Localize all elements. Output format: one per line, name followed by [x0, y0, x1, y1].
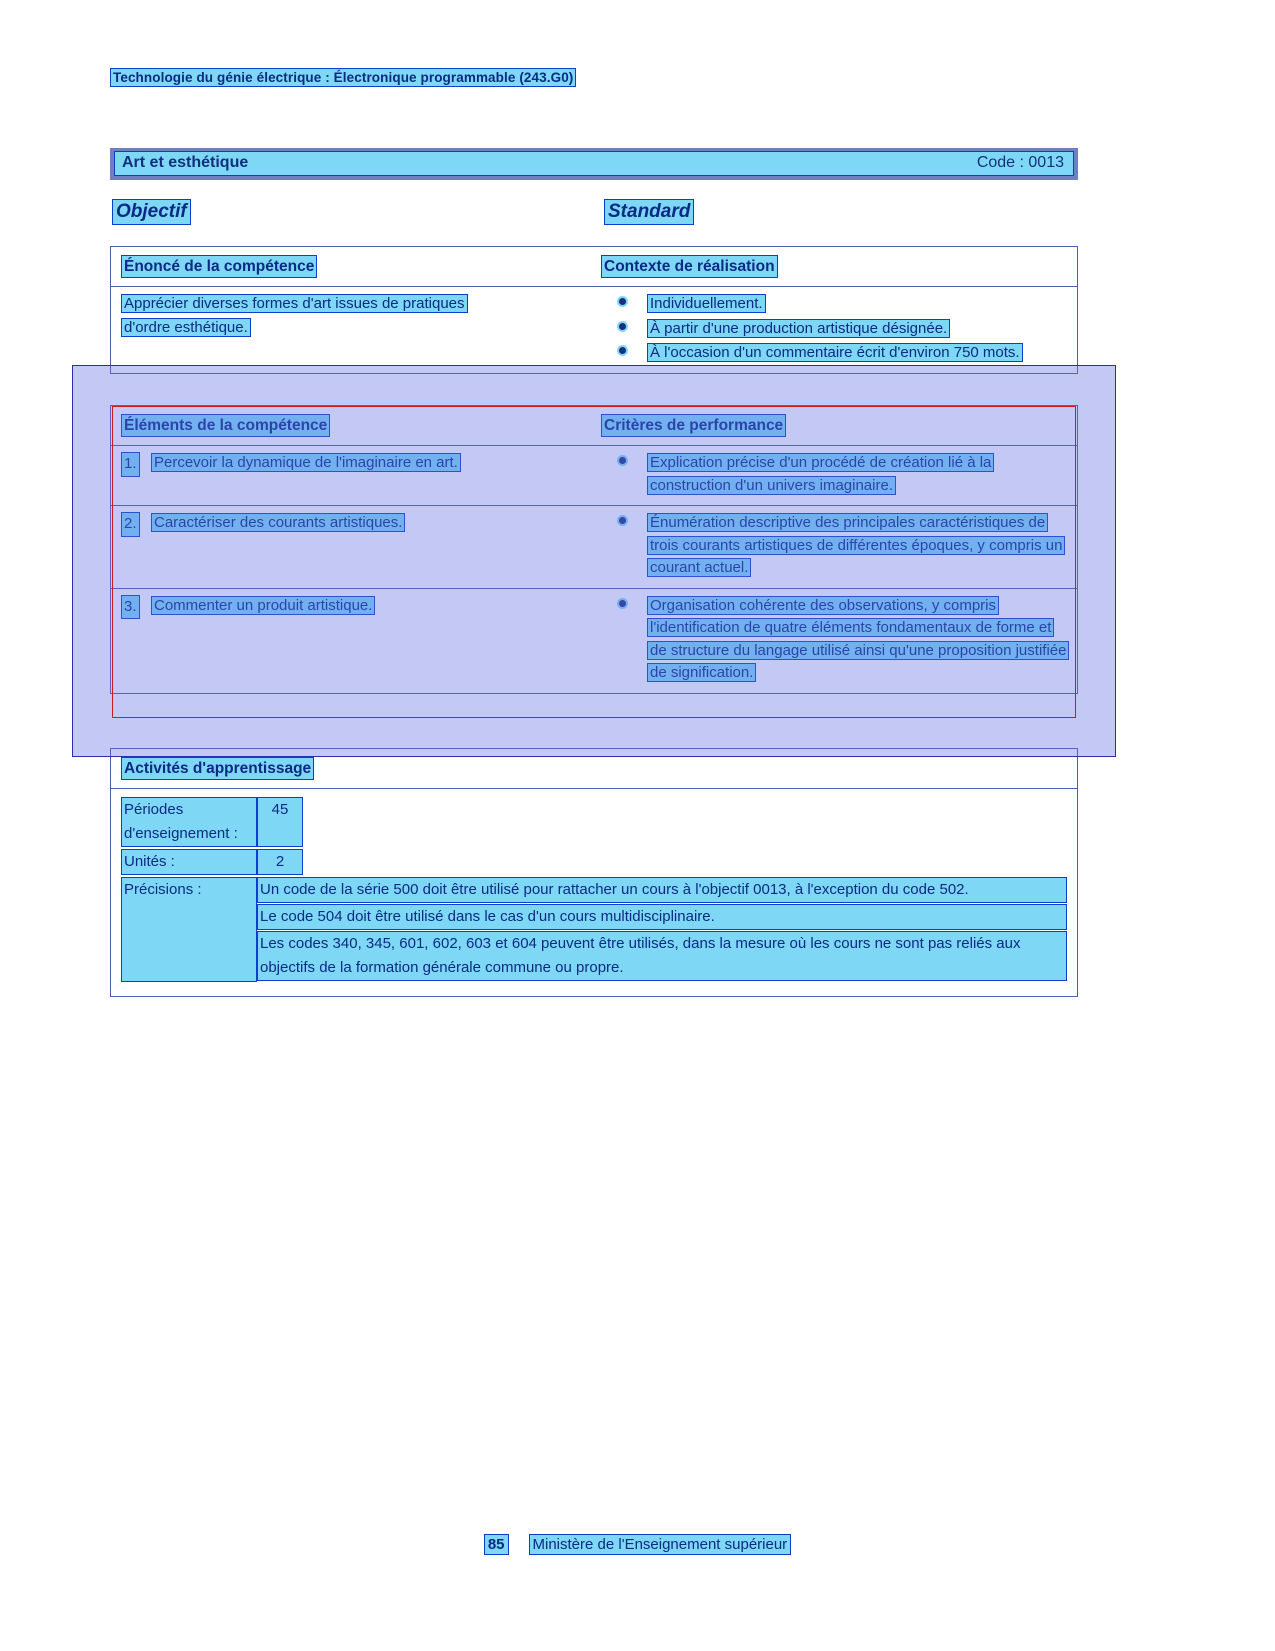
title-bar-highlight	[114, 151, 1074, 176]
element-item	[121, 595, 601, 618]
precisions-text: Le code 504 doit être utilisé dans le cas d'un cours multidisciplinaire.	[257, 904, 1067, 930]
element-cell	[111, 506, 601, 541]
elements-table	[110, 405, 1078, 694]
units-label: Unités :	[121, 849, 257, 875]
list-item	[601, 342, 1067, 365]
criteria-text: Organisation cohérente des observations, y compris l'identification de quatre éléments fondamentaux de forme et de structure du langage utilisé ainsi qu'une proposition justifiée de signification.	[647, 596, 1069, 683]
page-footer	[0, 1536, 1275, 1553]
competence-header-left-cell	[111, 249, 601, 284]
bullet-icon	[619, 457, 626, 464]
competence-header-right: Contexte de réalisation	[601, 255, 778, 278]
context-item-text: À partir d'une production artistique désignée.	[647, 319, 950, 338]
context-item-text: Individuellement.	[647, 294, 766, 313]
list-item	[601, 452, 1067, 497]
precisions-text: Les codes 340, 345, 601, 602, 603 et 604 peuvent être utilisés, dans la mesure où les cours ne sont pas reliés aux objectifs de la formation générale commune ou propre.	[257, 931, 1067, 981]
activities-body	[111, 789, 1077, 996]
activities-table	[110, 748, 1078, 997]
bullet-icon	[619, 323, 626, 330]
ministry-name: Ministère de l'Enseignement supérieur	[529, 1534, 792, 1555]
periods-value: 45	[257, 797, 303, 847]
elements-header-left: Éléments de la compétence	[121, 414, 330, 437]
table-row	[111, 589, 1077, 693]
objective-title: Art et esthétique	[122, 154, 249, 171]
element-text: Percevoir la dynamique de l'imaginaire en art.	[151, 453, 461, 472]
competence-statement-cell	[111, 287, 601, 346]
competence-statement-line: d'ordre esthétique.	[121, 318, 251, 337]
competence-table	[110, 246, 1078, 374]
element-item	[121, 452, 601, 475]
competence-table-header-row	[111, 247, 1077, 287]
heading-objectif: Objectif	[112, 199, 191, 225]
criteria-cell	[601, 589, 1077, 693]
element-cell	[111, 589, 601, 624]
elements-header-right-cell	[601, 408, 1077, 443]
page-number: 85	[484, 1534, 509, 1555]
competence-context-cell	[601, 287, 1077, 373]
list-item	[601, 318, 1067, 341]
element-number: 2.	[121, 512, 140, 537]
objective-title-bar	[110, 148, 1078, 180]
periods-line	[121, 797, 1067, 847]
list-item	[601, 595, 1067, 685]
elements-header-left-cell	[111, 408, 601, 443]
competence-header-left: Énoncé de la compétence	[121, 255, 317, 278]
table-row	[111, 506, 1077, 589]
activities-header: Activités d'apprentissage	[121, 757, 314, 780]
precisions-label: Précisions :	[121, 877, 257, 982]
element-cell	[111, 446, 601, 481]
element-item	[121, 512, 601, 535]
element-text: Caractériser des courants artistiques.	[151, 513, 405, 532]
element-number: 1.	[121, 452, 140, 477]
list-item	[601, 512, 1067, 580]
column-headings	[112, 199, 832, 227]
precisions-values	[257, 877, 1067, 982]
context-list	[601, 293, 1067, 365]
criteria-list	[601, 512, 1067, 580]
criteria-cell	[601, 506, 1077, 588]
bullet-icon	[619, 517, 626, 524]
table-row	[111, 446, 1077, 506]
context-item-text: À l'occasion d'un commentaire écrit d'environ 750 mots.	[647, 343, 1023, 362]
elements-header-right: Critères de performance	[601, 414, 786, 437]
competence-header-right-cell	[601, 249, 1077, 284]
criteria-text: Énumération descriptive des principales caractéristiques de trois courants artistiques de différentes époques, y compris un courant actuel.	[647, 513, 1065, 577]
element-text: Commenter un produit artistique.	[151, 596, 375, 615]
precisions-text: Un code de la série 500 doit être utilisé pour rattacher un cours à l'objectif 0013, à l'exception du code 502.	[257, 877, 1067, 903]
competence-statement-line: Apprécier diverses formes d'art issues de pratiques	[121, 294, 468, 313]
periods-label: Périodes d'enseignement :	[121, 797, 257, 847]
criteria-text: Explication précise d'un procédé de création lié à la construction d'un univers imaginaire.	[647, 453, 994, 495]
element-number: 3.	[121, 595, 140, 620]
criteria-list	[601, 452, 1067, 497]
elements-table-header-row	[111, 406, 1077, 446]
precisions-line	[121, 877, 1067, 982]
bullet-icon	[619, 298, 626, 305]
units-line	[121, 849, 1067, 875]
criteria-list	[601, 595, 1067, 685]
units-value: 2	[257, 849, 303, 875]
bullet-icon	[619, 347, 626, 354]
heading-standard: Standard	[604, 199, 694, 225]
document-header: Technologie du génie électrique : Électronique programmable (243.G0)	[110, 68, 576, 87]
objective-code: Code : 0013	[976, 154, 1064, 171]
competence-table-body-row	[111, 287, 1077, 373]
list-item	[601, 293, 1067, 316]
activities-header-row	[111, 749, 1077, 789]
criteria-cell	[601, 446, 1077, 505]
bullet-icon	[619, 600, 626, 607]
